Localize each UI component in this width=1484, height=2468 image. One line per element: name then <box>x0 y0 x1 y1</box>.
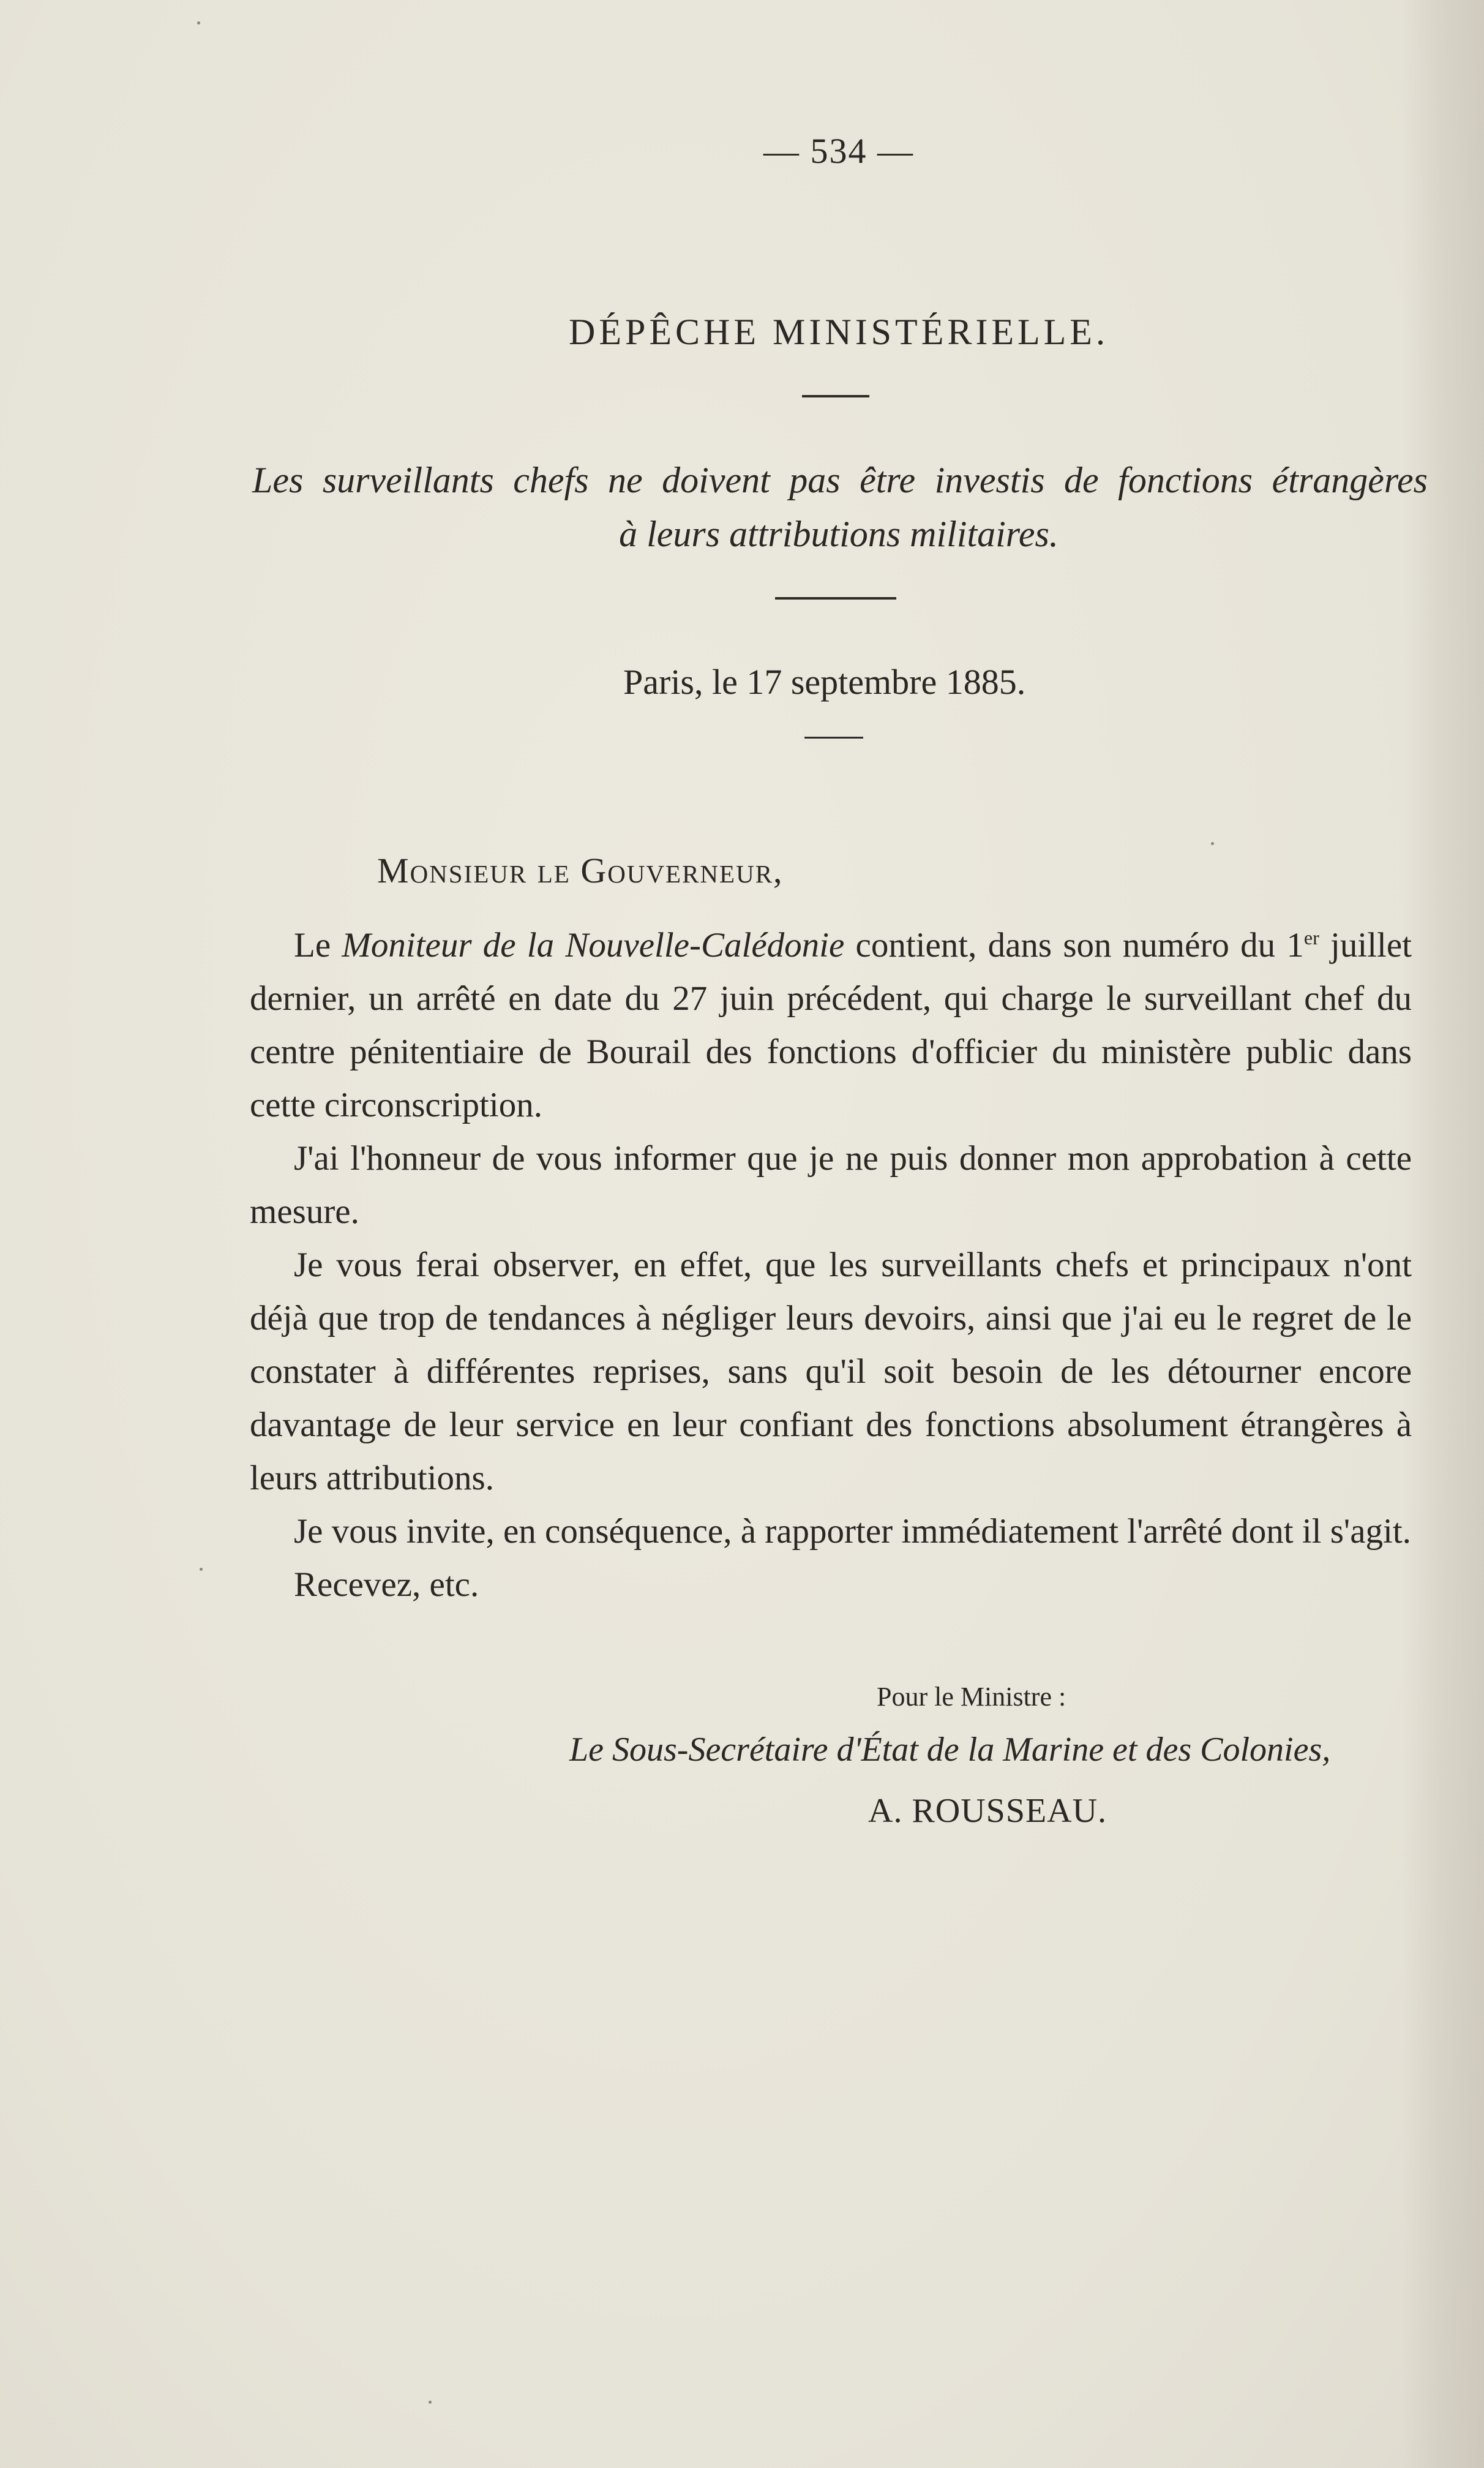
signature-title: Le Sous-Secrétaire d'État de la Marine et des Colonies, <box>569 1731 1331 1769</box>
signature-label: Pour le Ministre : <box>877 1682 1066 1712</box>
paper-speck <box>429 2401 432 2404</box>
paper-speck <box>197 21 200 24</box>
signature-name: A. ROUSSEAU. <box>868 1792 1107 1830</box>
paragraph-5: Recevez, etc. <box>294 1565 479 1604</box>
title-rule <box>802 395 869 397</box>
dateline-rule <box>804 737 863 739</box>
summary-rule <box>775 597 896 600</box>
page-number: — 534 — <box>763 131 914 171</box>
paragraph-1-rest: juillet dernier, un arrêté en date du 27 juin précédent, qui charge le surveillant chef du centre pénitentiaire de Bourail des fonctions d'officier du ministère public dans cette circonscription. <box>250 926 1412 1124</box>
salutation: Monsieur le Gouverneur, <box>377 851 784 890</box>
paragraph-3: Je vous ferai observer, en effet, que les surveillants chefs et principaux n'ont déjà que trop de tendances à négliger leurs devoirs, ainsi que j'ai eu le regret de le constater à différentes reprises, sans qu'il soit besoin de les détourner encore davantage de leur service en leur confiant des fonctions absolument étrangères à leurs attributions. <box>250 1246 1412 1497</box>
dateline: Paris, le 17 septembre 1885. <box>623 662 1026 702</box>
summary-line-2: à leurs attributions militaires. <box>619 514 1059 554</box>
paragraph-1-start: Le <box>294 926 342 965</box>
paragraph-1-mid: contient, dans son numéro du 1 <box>844 926 1304 965</box>
paper-speck <box>200 1568 203 1571</box>
letter-body <box>250 919 1412 1611</box>
document-title: DÉPÊCHE MINISTÉRIELLE. <box>569 312 1109 352</box>
paragraph-1 <box>250 919 1412 1132</box>
journal-title: Moniteur de la Nouvelle-Calédonie <box>342 926 845 965</box>
paragraph-4: Je vous invite, en conséquence, à rapporter immédiatement l'arrêté dont il s'agit. <box>294 1512 1411 1551</box>
paper-speck <box>1211 842 1214 845</box>
ordinal-suffix: er <box>1303 927 1319 949</box>
paragraph-2: J'ai l'honneur de vous informer que je ne puis donner mon approbation à cette mesure. <box>250 1139 1412 1231</box>
summary-line-1: Les surveillants chefs ne doivent pas être investis de fonctions étrangères <box>252 460 1428 500</box>
